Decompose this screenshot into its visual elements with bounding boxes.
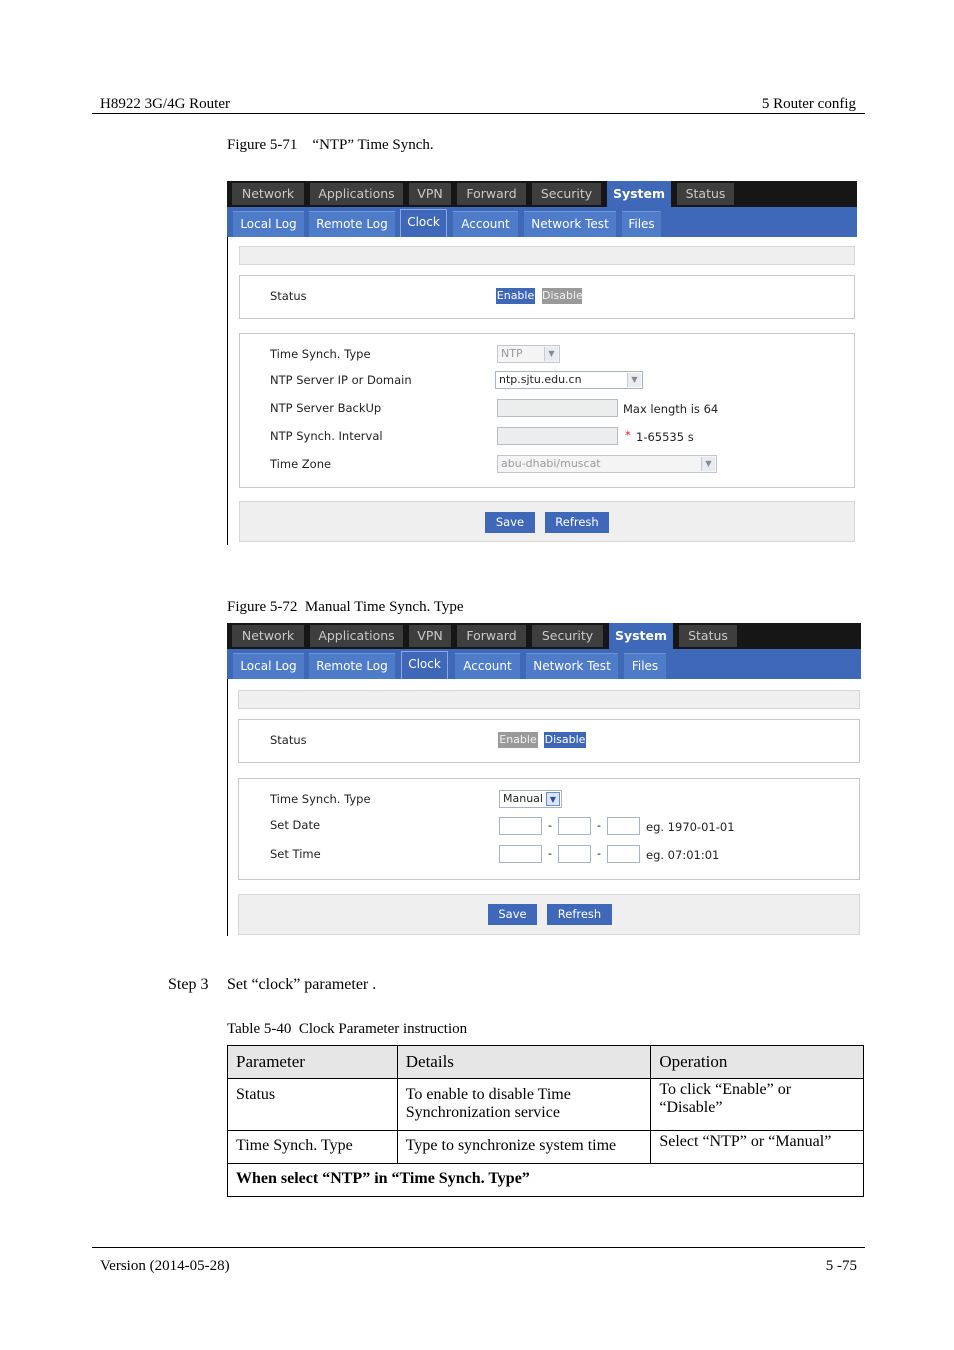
tab-status[interactable]: Status [677,183,734,205]
ntp-interval-label: NTP Synch. Interval [270,429,383,443]
table-span-row [228,1164,864,1197]
time-synch-type-value: NTP [501,347,523,360]
action-bar [239,501,855,542]
time-synch-type-select[interactable] [497,345,560,363]
step-label: Step 3 [168,976,209,993]
time-hour-input[interactable] [499,845,542,863]
subtab-network-test[interactable]: Network Test [526,653,618,679]
enable-button[interactable]: Enable [499,733,537,746]
tab-security[interactable]: Security [532,183,601,205]
chevron-down-icon: ▼ [701,457,715,471]
time-separator: - [548,847,552,860]
step-text: Set “clock” parameter . [227,976,377,993]
date-year-input[interactable] [499,817,542,835]
doc-header-section: 5 Router config [761,96,856,112]
subtab-local-log[interactable]: Local Log [233,211,304,237]
status-label: Status [270,733,307,747]
title-bar [239,246,855,265]
table-span-cell: When select “NTP” in “Time Synch. Type” [228,1164,864,1197]
required-mark: * [625,428,631,442]
time-zone-label: Time Zone [270,457,332,471]
subtab-account[interactable]: Account [453,211,518,237]
column-header-parameter: Parameter [228,1046,398,1079]
tab-status[interactable]: Status [679,625,737,647]
date-month-input[interactable] [558,817,591,835]
subtab-files[interactable]: Files [622,211,661,237]
save-button[interactable]: Save [485,512,535,533]
time-synch-type-select[interactable] [499,790,562,808]
ntp-backup-input[interactable] [497,399,618,417]
time-minute-input[interactable] [558,845,591,863]
table-cell: Time Synch. Type [228,1131,398,1164]
title-bar [238,690,860,709]
ntp-server-label: NTP Server IP or Domain [270,373,412,387]
top-nav [227,623,861,649]
date-example-hint: eg. 1970-01-01 [646,820,735,834]
date-separator: - [597,819,601,832]
sub-nav [227,207,857,237]
subtab-remote-log[interactable]: Remote Log [309,211,395,237]
chevron-down-icon: ▼ [544,347,558,361]
subtab-remote-log[interactable]: Remote Log [309,653,395,679]
chevron-down-icon: ▼ [627,373,641,387]
subtab-local-log[interactable]: Local Log [233,653,304,679]
manual-settings-panel [238,778,860,880]
ntp-settings-panel [239,333,855,488]
save-button[interactable]: Save [488,904,537,925]
figure-caption-manual: Figure 5-72 Manual Time Synch. Type [227,599,464,615]
refresh-button[interactable]: Refresh [547,904,612,925]
manual-screenshot [227,623,861,936]
subtab-network-test[interactable]: Network Test [524,211,616,237]
tab-security[interactable]: Security [532,625,603,647]
subtab-account[interactable]: Account [455,653,520,679]
header-divider [92,113,865,114]
table-row [228,1079,864,1131]
time-zone-select[interactable] [497,455,717,473]
chevron-down-icon: ▼ [546,792,560,806]
disable-button[interactable]: Disable [542,289,583,302]
ntp-server-select[interactable] [495,371,643,389]
column-header-operation: Operation [651,1046,864,1079]
time-separator: - [597,847,601,860]
status-label: Status [270,289,307,303]
tab-system[interactable]: System [607,181,671,207]
time-synch-type-value: Manual [503,792,543,805]
doc-version: Version (2014-05-28) [100,1258,230,1274]
top-nav [227,181,857,207]
subtab-files[interactable]: Files [624,653,666,679]
ntp-backup-label: NTP Server BackUp [270,401,382,415]
time-example-hint: eg. 07:01:01 [646,848,720,862]
ntp-screenshot [227,181,857,545]
disable-button[interactable]: Disable [544,733,586,746]
tab-forward[interactable]: Forward [457,183,526,205]
tab-vpn[interactable]: VPN [409,183,451,205]
tab-applications[interactable]: Applications [310,625,403,647]
ntp-interval-input[interactable] [497,427,618,445]
table-row [228,1131,864,1164]
time-zone-value: abu-dhabi/muscat [501,457,601,470]
table-cell: To click “Enable” or “Disable” [651,1079,864,1131]
refresh-button[interactable]: Refresh [545,512,609,533]
clock-parameter-table [227,1045,864,1197]
table-caption: Table 5-40 Clock Parameter instruction [227,1021,468,1037]
tab-vpn[interactable]: VPN [409,625,451,647]
subtab-clock[interactable]: Clock [401,651,448,679]
enable-button[interactable]: Enable [496,289,535,302]
table-header-row [228,1046,864,1079]
table-cell: Type to synchronize system time [397,1131,651,1164]
tab-forward[interactable]: Forward [457,625,526,647]
set-time-label: Set Time [270,847,321,861]
time-synch-type-label: Time Synch. Type [270,792,371,806]
footer-divider [92,1247,865,1248]
figure-caption-ntp: Figure 5-71 “NTP” Time Synch. [227,137,434,153]
page-number: 5 -75 [825,1258,857,1274]
date-day-input[interactable] [607,817,640,835]
ntp-backup-hint: Max length is 64 [623,402,719,416]
date-separator: - [548,819,552,832]
subtab-clock[interactable]: Clock [400,209,447,237]
table-cell: Status [228,1079,398,1131]
ntp-server-value: ntp.sjtu.edu.cn [499,373,582,386]
time-synch-type-label: Time Synch. Type [270,347,371,361]
time-second-input[interactable] [607,845,640,863]
tab-network[interactable]: Network [232,183,304,205]
status-panel [238,719,860,763]
action-bar [238,894,860,935]
tab-network[interactable]: Network [232,625,304,647]
tab-applications[interactable]: Applications [310,183,403,205]
doc-header-title: H8922 3G/4G Router [100,96,230,112]
status-panel [239,275,855,319]
column-header-details: Details [397,1046,651,1079]
table-cell: Select “NTP” or “Manual” [651,1131,864,1164]
ntp-interval-hint: 1-65535 s [636,430,694,444]
tab-system[interactable]: System [609,623,673,649]
set-date-label: Set Date [270,818,321,832]
sub-nav [227,649,861,679]
table-cell: To enable to disable Time Synchronization service [397,1079,651,1131]
